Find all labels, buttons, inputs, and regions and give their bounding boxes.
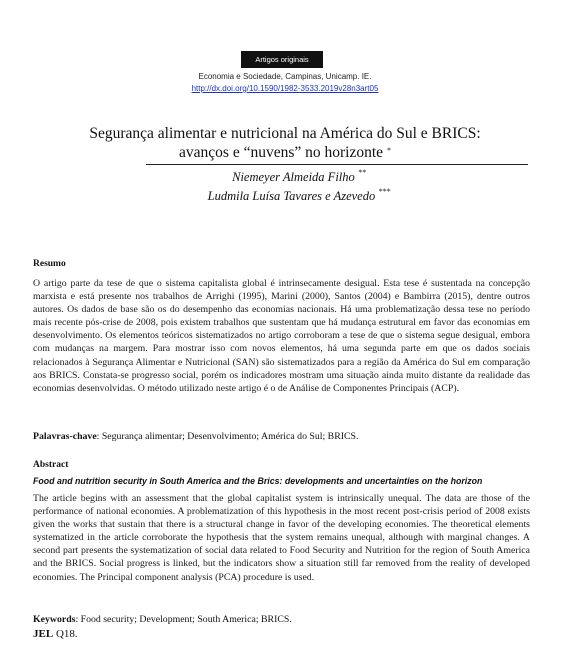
author-1-name: Niemeyer Almeida Filho — [232, 170, 355, 184]
english-title: Food and nutrition security in South America and the Brics: developments and uncertainties on the horizon — [33, 476, 483, 486]
section-badge: Artigos originais — [241, 51, 323, 68]
jel-code: Q18. — [53, 628, 78, 640]
palavras-chave-label: Palavras-chave — [33, 431, 97, 442]
author-2-name: Ludmila Luísa Tavares e Azevedo — [207, 189, 376, 203]
abstract-heading: Abstract — [33, 460, 69, 470]
author-1 — [14, 170, 570, 185]
title-footnote-mark[interactable]: * — [386, 146, 391, 155]
author-2 — [14, 189, 570, 204]
resumo-heading: Resumo — [33, 259, 66, 269]
title-line-2 — [40, 143, 530, 162]
title-divider — [146, 164, 528, 165]
doi-line — [0, 84, 570, 93]
article-title — [40, 124, 530, 162]
abstract-text: The article begins with an assessment that the global capitalist system is intrinsically unequal. The data are those of the performance of national economies. A problematization of this hypothesis in the most recent post-crisis period of 2008 exists given the works that sustain that there is a structural change in favor of the developing economies. The theoretical elements systematized in the article corroborate the hypothesis that the system remains unequal, although with marginal changes. A second part presents the systematization of social data related to Food Security and Nutrition for the region of South America and the BRICS. Social progress is linked, but the indicators show a situation still far removed from the reality of developed economies. The Principal component analysis (PCA) procedure is used. — [33, 493, 530, 583]
resumo-text: O artigo parte da tese de que o sistema capitalista global é intrinsecamente desigual. Esta tese é sustentada na concepção marxista e está presente nos trabalhos de Arrighi (1995), Marini (2000), Santos (2004) e Bambirra (2015), dentre outros autores. Os dados de base são os do desempenho das economias nacionais. Há uma problematização dessa tese no período mais recente pós-crise de 2008, pois existem trabalhos que sustentam que há mudança estrutural em favor das economias em desenvolvimento. Os elementos teóricos sistematizados no artigo corroboram a tese de que o sistema segue desigual, embora com mudanças na margem. Para mostrar isso com novos elementos, há uma segunda parte em que os dados sociais relacionados à Segurança Alimentar e Nutricional (SAN) são sistematizados para a região da América do Sul em comparação aos BRICS. Constata-se progresso social, porém os indicadores mostram uma situação ainda muito distante da realidade das economias desenvolvidas. O método utilizado neste artigo é o de Análise de Componentes Principais (ACP). — [33, 278, 530, 394]
keywords-label: Keywords — [33, 614, 76, 625]
title-line-1: Segurança alimentar e nutricional na América do Sul e BRICS: — [89, 125, 481, 142]
palavras-chave — [33, 431, 358, 442]
jel-label: JEL — [33, 628, 54, 640]
keywords-values: : Food security; Development; South America; BRICS. — [75, 614, 292, 625]
author-2-footnote-mark[interactable]: *** — [378, 187, 391, 196]
doi-link[interactable]: http://dx.doi.org/10.1590/1982-3533.2019v28n3art05 — [191, 84, 379, 93]
jel-classification — [33, 628, 78, 640]
journal-citation: Economia e Sociedade, Campinas, Unicamp. IE. — [198, 72, 372, 81]
author-1-footnote-mark[interactable]: ** — [357, 168, 366, 177]
palavras-chave-values: : Segurança alimentar; Desenvolvimento; América do Sul; BRICS. — [96, 431, 359, 442]
title-line-2-text: avanços e “nuvens” no horizonte — [179, 144, 384, 161]
keywords — [33, 614, 292, 625]
